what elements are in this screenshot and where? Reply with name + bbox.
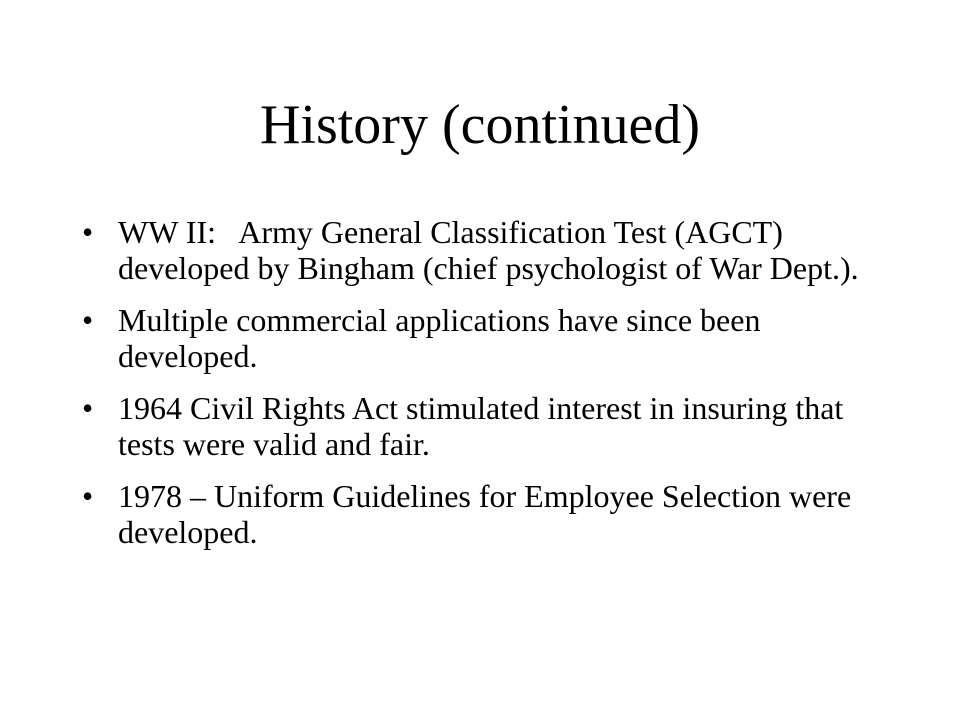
bullet-text: WW II: Army General Classification Test (AGCT) developed by Bingham (chief psychologist of War Dept.). (118, 214, 859, 286)
bullet-list (82, 214, 882, 566)
bullet-icon: • (82, 390, 94, 426)
bullet-item-3 (82, 390, 882, 462)
bullet-text: 1978 – Uniform Guidelines for Employee Selection were developed. (118, 478, 860, 550)
bullet-icon: • (82, 478, 94, 514)
bullet-icon: • (82, 302, 94, 338)
bullet-item-4 (82, 478, 882, 550)
slide-title: History (continued) (259, 94, 701, 156)
bullet-item-1 (82, 214, 882, 286)
bullet-text: Multiple commercial applications have since been developed. (118, 302, 769, 374)
bullet-icon: • (82, 214, 94, 250)
bullet-text: 1964 Civil Rights Act stimulated interest in insuring that tests were valid and fair. (118, 390, 852, 462)
bullet-item-2 (82, 302, 882, 374)
